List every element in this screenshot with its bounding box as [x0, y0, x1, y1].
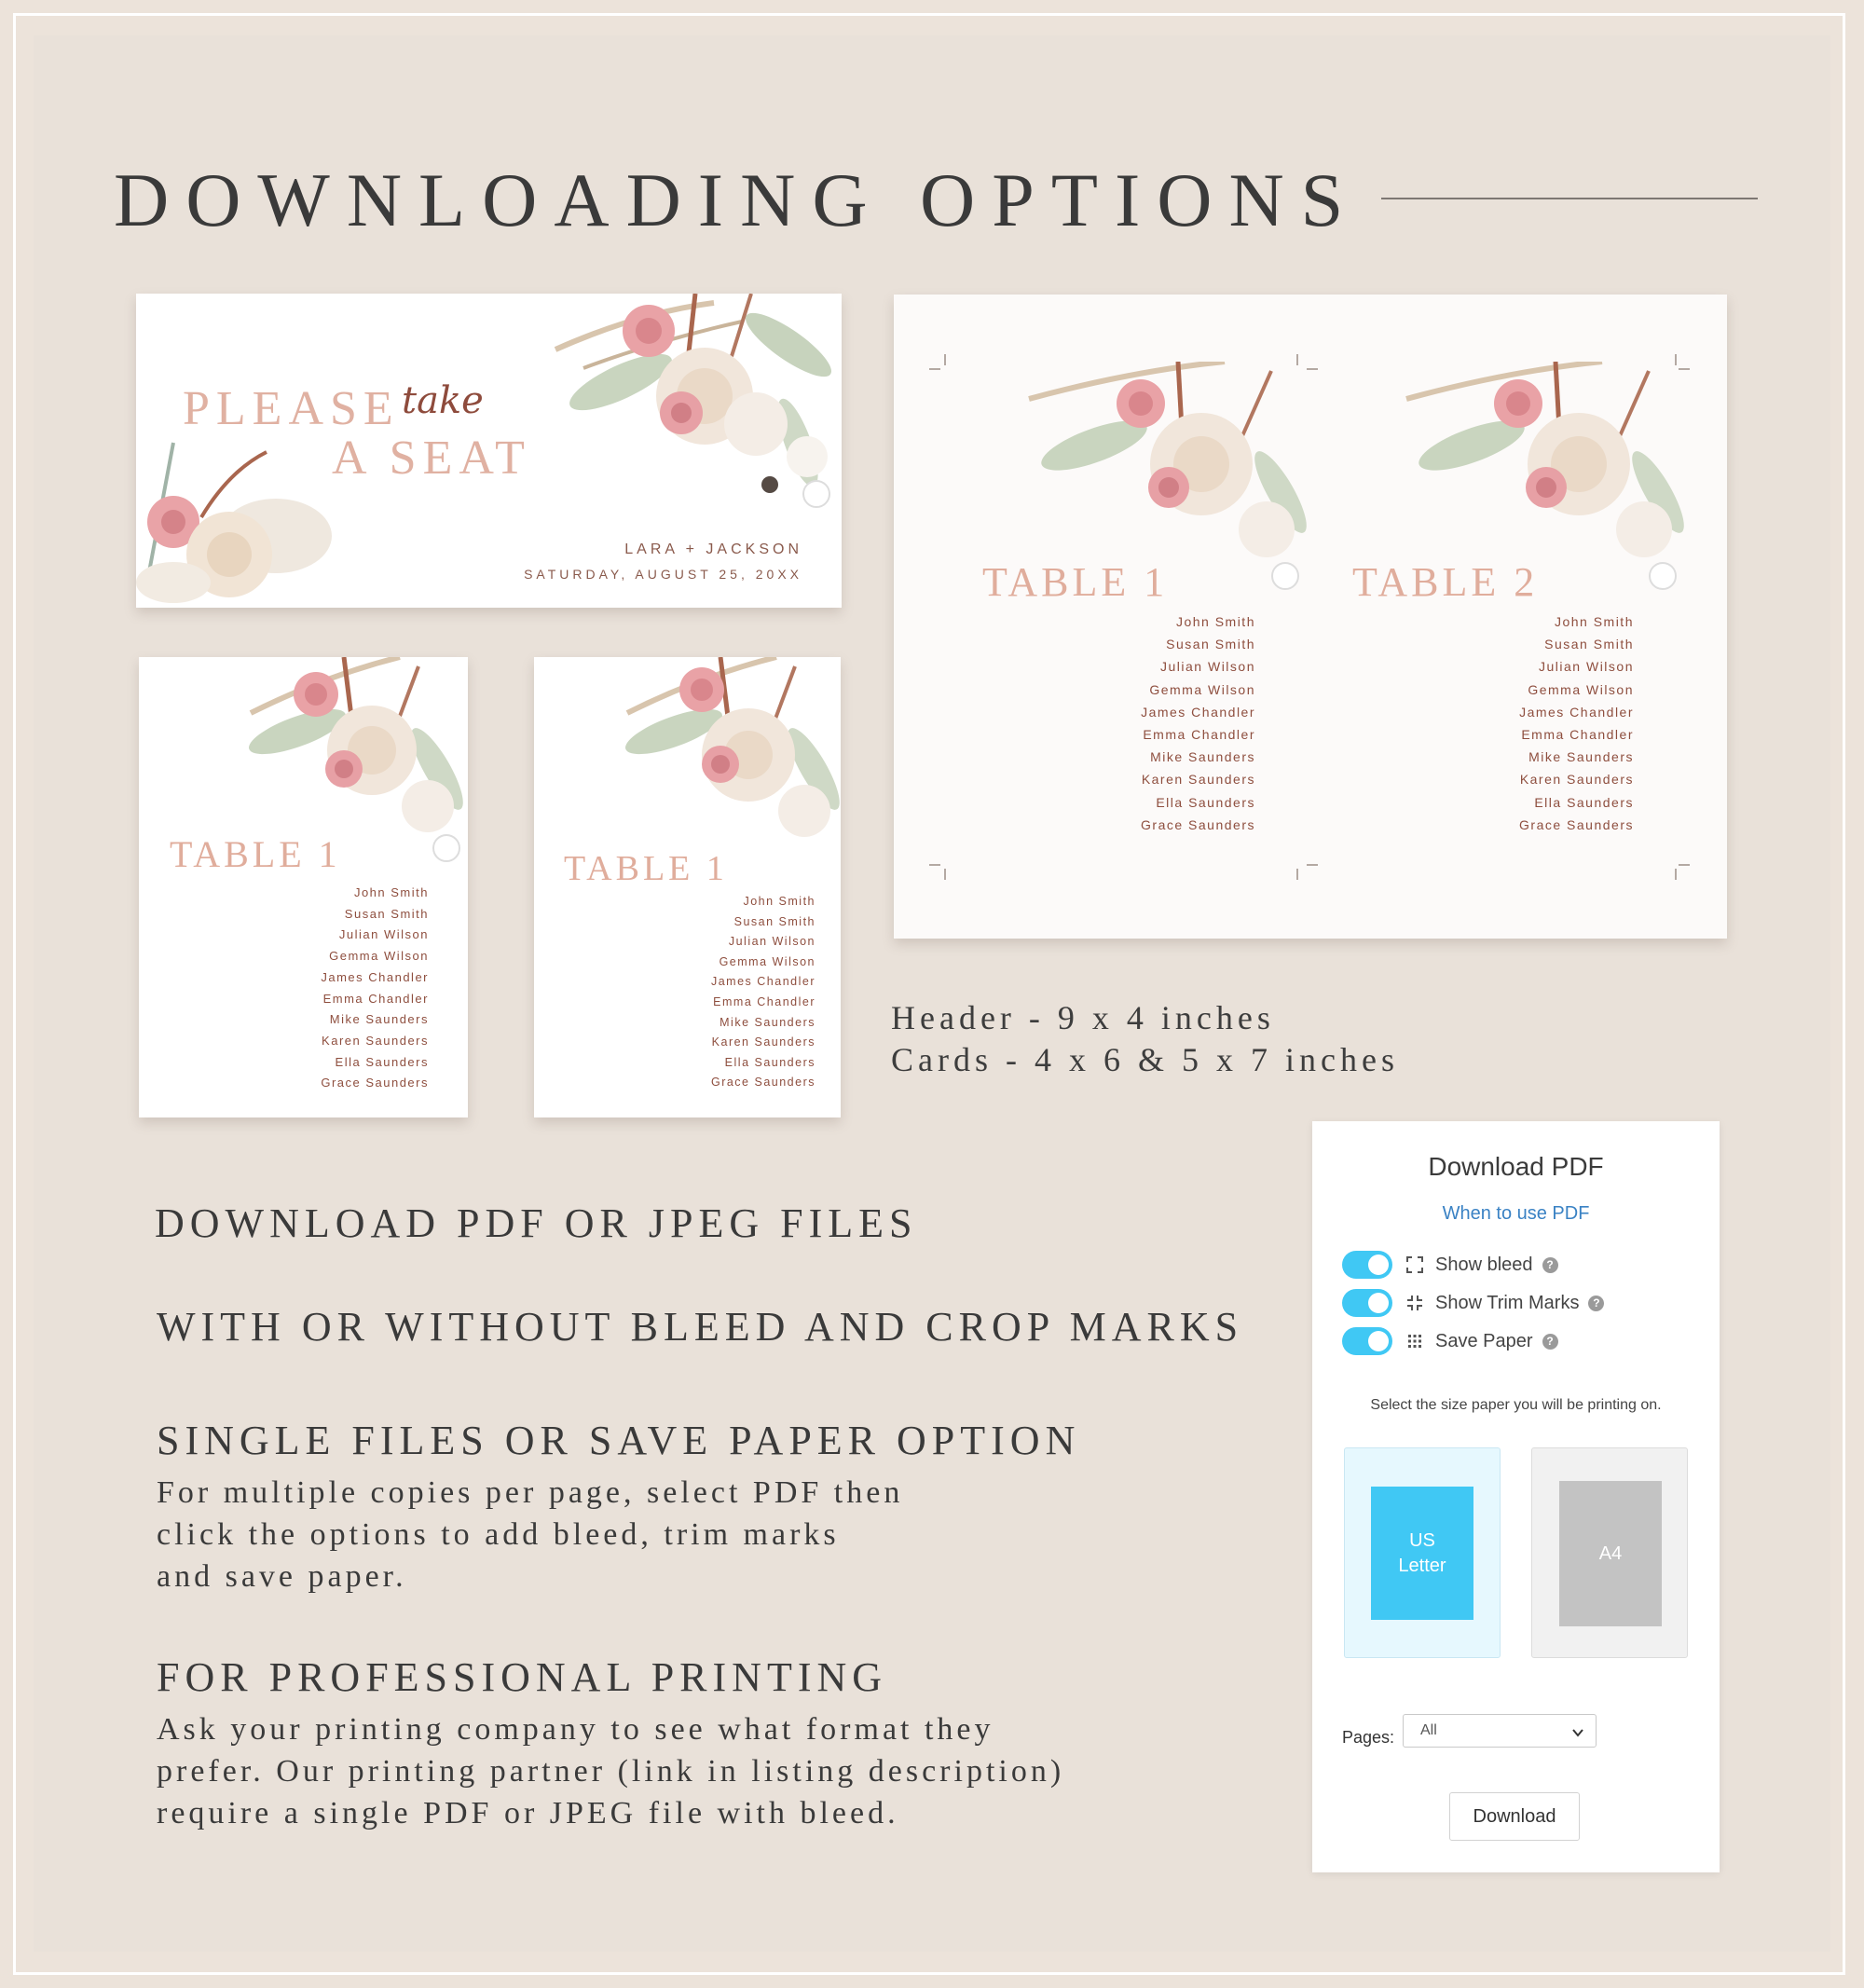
guest-name: Karen Saunders	[1519, 772, 1634, 788]
guest-name: Julian Wilson	[1160, 659, 1255, 675]
guest-name: Grace Saunders	[1141, 816, 1255, 832]
guest-name: Gemma Wilson	[1528, 681, 1634, 697]
paper-option-label: Letter	[1398, 1555, 1446, 1576]
feature-pdf-jpeg: DOWNLOAD PDF OR JPEG FILES	[155, 1200, 918, 1246]
expand-corners-icon	[1405, 1255, 1424, 1274]
toggle-knob	[1368, 1331, 1389, 1351]
guest-name: Susan Smith	[733, 914, 816, 928]
guest-name: Mike Saunders	[720, 1015, 816, 1029]
guest-name: Emma Chandler	[1521, 727, 1634, 743]
floral-corner-bottom-left	[136, 433, 332, 608]
guest-name: James Chandler	[710, 975, 816, 989]
show-trim-marks-row	[1342, 1288, 1604, 1318]
guest-name: Gemma Wilson	[719, 954, 816, 968]
guest-name: Gemma Wilson	[1149, 681, 1255, 697]
guest-name: Julian Wilson	[728, 935, 816, 949]
pages-select[interactable]	[1403, 1714, 1597, 1748]
size-cards-text: Cards - 4 x 6 & 5 x 7 inches	[891, 1041, 1399, 1078]
help-icon[interactable]: ?	[1588, 1296, 1604, 1311]
floral-corner-top-right	[528, 294, 842, 527]
paragraph-line: For multiple copies per page, select PDF then	[157, 1475, 904, 1510]
card-guest-names	[711, 892, 816, 1093]
sheet-table-2-names	[1519, 610, 1634, 836]
guest-name: James Chandler	[1519, 704, 1634, 720]
paragraph-line: Ask your printing company to see what format they	[157, 1712, 994, 1747]
header-couple-names: LARA + JACKSON	[624, 542, 802, 557]
paragraph-line: and save paper.	[157, 1559, 407, 1594]
show-bleed-label: Show bleed	[1435, 1254, 1533, 1275]
pages-select-value: All	[1420, 1722, 1437, 1738]
download-button[interactable]: Download	[1449, 1792, 1580, 1841]
paper-sheet-a4	[1559, 1481, 1662, 1626]
save-paper-label: Save Paper	[1435, 1330, 1533, 1351]
guest-name: Karen Saunders	[711, 1035, 816, 1049]
grid-dots-icon	[1405, 1332, 1424, 1350]
guest-name: Emma Chandler	[713, 994, 816, 1008]
paper-option-a4[interactable]	[1531, 1447, 1688, 1658]
toggle-knob	[1368, 1254, 1389, 1275]
show-bleed-toggle[interactable]	[1342, 1251, 1392, 1279]
guest-name: Julian Wilson	[1539, 659, 1634, 675]
guest-name: Ella Saunders	[335, 1054, 429, 1069]
header-sign-preview	[136, 294, 842, 608]
download-pdf-panel	[1312, 1121, 1720, 1872]
paper-sheet-us-letter	[1371, 1487, 1473, 1620]
table-card-4x6-preview	[139, 657, 468, 1117]
guest-name: Susan Smith	[1544, 637, 1634, 652]
sheet-table-2-title: TABLE 2	[1352, 559, 1539, 605]
header-take-script: take	[402, 379, 484, 422]
guest-name: Ella Saunders	[1156, 794, 1255, 810]
paper-option-label: A4	[1598, 1542, 1623, 1564]
header-please-text: PLEASE	[183, 382, 400, 435]
guest-name: Emma Chandler	[322, 991, 429, 1006]
help-icon[interactable]: ?	[1542, 1257, 1558, 1273]
chevron-down-icon	[1571, 1721, 1584, 1744]
feature-professional-heading: FOR PROFESSIONAL PRINTING	[157, 1654, 888, 1700]
paper-option-label: US	[1409, 1529, 1435, 1551]
crop-mark	[929, 368, 940, 370]
header-event-date: SATURDAY, AUGUST 25, 20XX	[524, 567, 802, 582]
card-guest-names	[321, 883, 429, 1094]
guest-name: Ella Saunders	[724, 1055, 816, 1069]
size-header-text: Header - 9 x 4 inches	[891, 999, 1275, 1036]
feature-save-paper-text	[157, 1472, 903, 1597]
feature-save-paper-heading: SINGLE FILES OR SAVE PAPER OPTION	[157, 1418, 1081, 1463]
guest-name: John Smith	[353, 885, 429, 899]
feature-professional-text	[157, 1708, 1064, 1834]
save-paper-toggle[interactable]	[1342, 1327, 1392, 1355]
panel-title: Download PDF	[1428, 1152, 1604, 1181]
show-bleed-row	[1342, 1250, 1558, 1280]
guest-name: Grace Saunders	[321, 1076, 429, 1090]
page-title: DOWNLOADING OPTIONS	[114, 158, 1361, 242]
crop-mark	[929, 864, 940, 866]
paragraph-line: prefer. Our printing partner (link in listing description)	[157, 1754, 1065, 1789]
guest-name: Gemma Wilson	[329, 949, 429, 964]
crop-mark	[1675, 869, 1677, 880]
guest-name: Ella Saunders	[1534, 794, 1634, 810]
guest-name: Mike Saunders	[329, 1012, 429, 1027]
trim-marks-icon	[1405, 1294, 1424, 1312]
when-to-use-pdf-link[interactable]: When to use PDF	[1442, 1203, 1590, 1224]
guest-name: Karen Saunders	[1141, 772, 1255, 788]
guest-name: James Chandler	[321, 969, 429, 984]
help-icon[interactable]: ?	[1542, 1334, 1558, 1350]
sheet-table-1-title: TABLE 1	[982, 559, 1169, 605]
paragraph-line: require a single PDF or JPEG file with bleed.	[157, 1796, 899, 1830]
guest-name: Julian Wilson	[338, 927, 429, 942]
guest-name: James Chandler	[1141, 704, 1255, 720]
crop-mark	[1296, 869, 1298, 880]
toggle-knob	[1368, 1293, 1389, 1313]
paragraph-line: click the options to add bleed, trim marks	[157, 1517, 840, 1552]
sheet-table-1-names	[1141, 610, 1255, 836]
paper-option-us-letter[interactable]	[1344, 1447, 1501, 1658]
guest-name: John Smith	[1554, 614, 1634, 629]
guest-name: Mike Saunders	[1528, 749, 1634, 765]
save-paper-row	[1342, 1326, 1558, 1356]
feature-bleed-crop: WITH OR WITHOUT BLEED AND CROP MARKS	[157, 1304, 1244, 1350]
guest-name: Karen Saunders	[322, 1033, 429, 1048]
guest-name: Grace Saunders	[710, 1076, 816, 1090]
show-trim-marks-toggle[interactable]	[1342, 1289, 1392, 1317]
card-table-title: TABLE 1	[170, 833, 341, 875]
guest-name: Susan Smith	[1166, 637, 1255, 652]
guest-name: Mike Saunders	[1150, 749, 1255, 765]
crop-mark	[944, 869, 946, 880]
show-trim-marks-label: Show Trim Marks	[1435, 1292, 1580, 1313]
header-seat-text: A SEAT	[332, 432, 531, 485]
card-table-title: TABLE 1	[564, 849, 728, 888]
save-paper-sheet-preview	[894, 295, 1727, 939]
crop-mark	[1307, 864, 1318, 866]
guest-name: John Smith	[1175, 614, 1255, 629]
guest-name: Grace Saunders	[1519, 816, 1634, 832]
guest-name: John Smith	[743, 895, 816, 908]
guest-name: Emma Chandler	[1143, 727, 1255, 743]
table-card-5x7-preview	[534, 657, 841, 1117]
guest-name: Susan Smith	[344, 906, 429, 921]
crop-mark	[1679, 864, 1690, 866]
paper-size-hint: Select the size paper you will be printing on.	[1370, 1397, 1662, 1413]
crop-mark	[944, 354, 946, 365]
pages-label: Pages:	[1342, 1728, 1395, 1747]
title-divider	[1381, 198, 1758, 199]
